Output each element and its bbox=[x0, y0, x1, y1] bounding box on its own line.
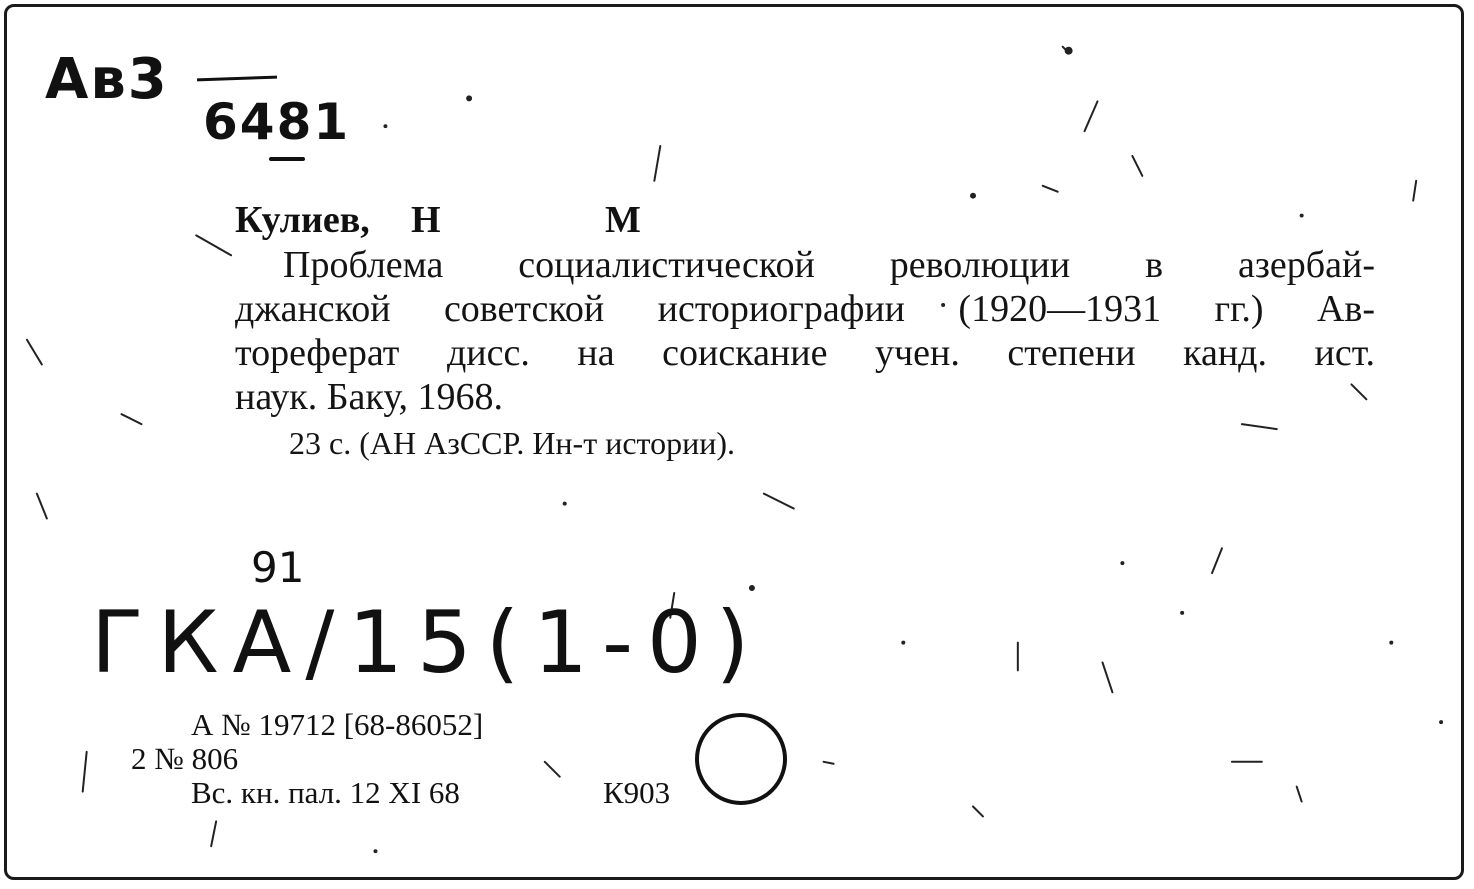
registry-line-a: А № 19712 [68-86052] bbox=[191, 707, 484, 742]
title-line-2: джанской советской историографии (1920—1931 гг.) Ав- bbox=[235, 288, 1375, 330]
catalog-card bbox=[4, 4, 1464, 880]
handwritten-call-number: ГКА/15(1-0) bbox=[91, 593, 764, 693]
collation-series: 23 с. (АН АзССР. Ин-т истории). bbox=[289, 425, 735, 461]
title-line-1: Проблема социалистической революции в азербай- bbox=[283, 244, 1375, 286]
author-initial-second: М bbox=[605, 199, 641, 241]
title-line-4: наук. Баку, 1968. bbox=[235, 376, 504, 418]
registry-line-c: Вс. кн. пал. 12 XI 68 bbox=[191, 775, 460, 810]
shelfmark-bottom: 6481 bbox=[203, 93, 351, 151]
author-surname: Кулиев, bbox=[235, 199, 370, 241]
registry-line-b: 2 № 806 bbox=[131, 741, 239, 776]
author-heading bbox=[235, 193, 641, 247]
title-line-3: тореферат дисс. на соискание учен. степени канд. ист. bbox=[235, 332, 1375, 374]
punch-hole-circle bbox=[695, 713, 787, 805]
registry-code: К903 bbox=[603, 775, 671, 810]
shelfmark-tick bbox=[269, 157, 305, 161]
author-initial-first: Н bbox=[411, 199, 441, 241]
handwritten-superscript: 91 bbox=[251, 543, 305, 592]
shelfmark-top: Ав3 bbox=[45, 47, 169, 112]
